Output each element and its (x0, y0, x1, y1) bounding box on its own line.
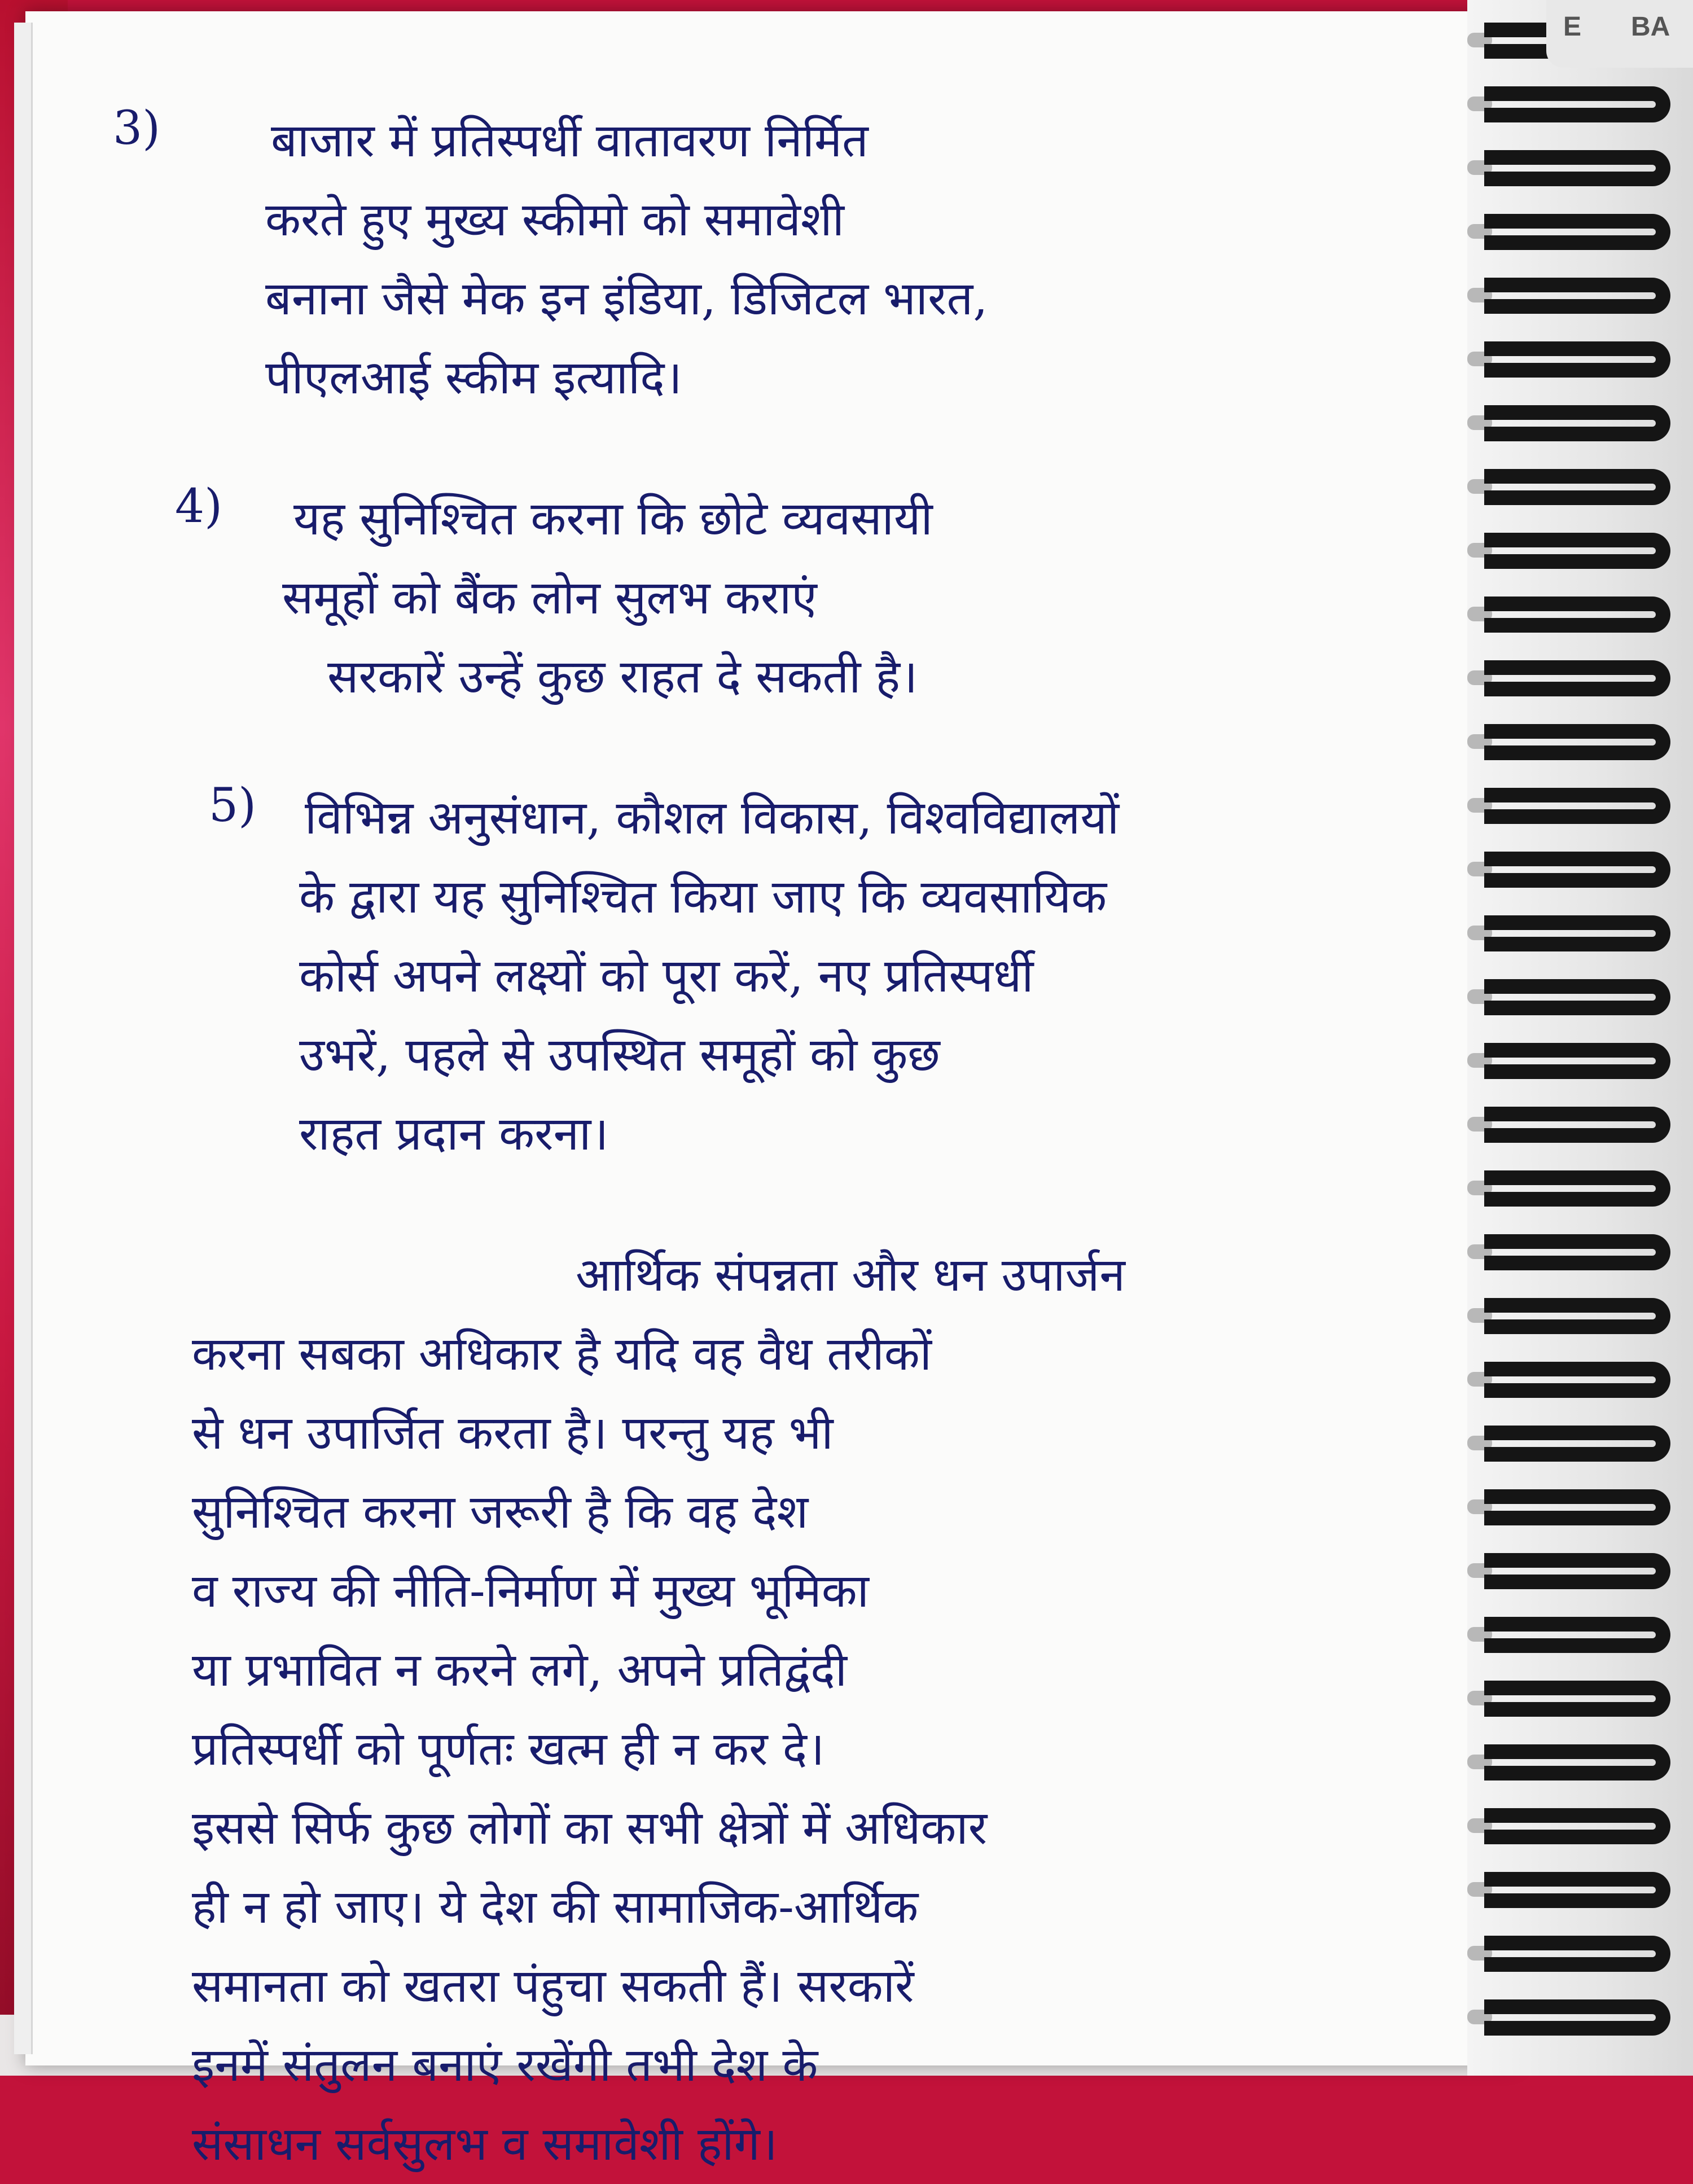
spiral-coil (1484, 1107, 1670, 1143)
item-line: करते हुए मुख्य स्कीमो को समावेशी (265, 193, 844, 247)
spiral-coil (1484, 1170, 1670, 1207)
item-line: विभिन्न अनुसंधान, कौशल विकास, विश्वविद्यालयों (305, 791, 1120, 845)
item-number: 4) (175, 480, 223, 533)
corner-tag-right: BA (1631, 12, 1670, 42)
item-line: उभरें, पहले से उपस्थित समूहों को कुछ (299, 1028, 940, 1082)
spiral-coil (1484, 1298, 1670, 1334)
spiral-coil (1484, 1744, 1670, 1780)
item-line: समूहों को बैंक लोन सुलभ कराएं (282, 571, 817, 625)
spiral-coil (1484, 1808, 1670, 1844)
spiral-coil (1484, 597, 1670, 633)
spiral-coil (1484, 1681, 1670, 1717)
spiral-coil (1484, 1553, 1670, 1589)
spiral-coil (1484, 1936, 1670, 1972)
spiral-coil (1484, 915, 1670, 951)
item-line: बाजार में प्रतिस्पर्धी वातावरण निर्मित (271, 114, 869, 168)
paragraph-line: संसाधन सर्वसुलभ व समावेशी होंगे। (192, 2117, 778, 2171)
spiral-coil (1484, 1234, 1670, 1270)
paragraph-line: इनमें संतुलन बनाएं रखेंगी तभी देश के (192, 2038, 818, 2092)
list-item-3 (113, 102, 1422, 418)
paragraph-line: प्रतिस्पर्धी को पूर्णतः खत्म ही न कर दे। (192, 1722, 825, 1776)
corner-tag-left: E (1563, 12, 1582, 42)
paragraph-line: आर्थिक संपन्नता और धन उपार्जन (576, 1248, 1125, 1302)
page-edge (14, 23, 33, 2054)
paragraph-line: करना सबका अधिकार है यदि वह वैध तरीकों (192, 1327, 932, 1381)
spiral-coil (1484, 278, 1670, 314)
item-line: बनाना जैसे मेक इन इंडिया, डिजिटल भारत, (265, 272, 988, 326)
list-item-5 (113, 779, 1422, 1174)
paragraph-line: या प्रभावित न करने लगे, अपने प्रतिद्वंदी (192, 1643, 847, 1697)
spiral-coil (1484, 1872, 1670, 1908)
item-line: राहत प्रदान करना। (299, 1107, 609, 1161)
paragraph-line: सुनिश्चित करना जरूरी है कि वह देश (192, 1485, 809, 1539)
spiral-coil (1484, 86, 1670, 122)
spiral-coil (1484, 852, 1670, 888)
spiral-coil (1484, 1617, 1670, 1653)
spiral-coil (1484, 660, 1670, 696)
item-line: पीएलआई स्कीम इत्यादि। (265, 351, 682, 405)
spiral-coil (1484, 214, 1670, 250)
item-number: 5) (209, 779, 257, 832)
spiral-coil (1484, 150, 1670, 186)
spiral-coil (1484, 1426, 1670, 1462)
paragraph-line: व राज्य की नीति-निर्माण में मुख्य भूमिका (192, 1564, 869, 1618)
item-line: सरकारें उन्हें कुछ राहत दे सकती है। (327, 650, 918, 704)
spiral-coil (1484, 724, 1670, 760)
paragraph-line: से धन उपार्जित करता है। परन्तु यह भी (192, 1406, 834, 1460)
spiral-coil (1484, 1362, 1670, 1398)
list-item-4 (113, 480, 1422, 717)
spiral-coil (1484, 469, 1670, 505)
spiral-coil (1484, 788, 1670, 824)
spiral-coil (1484, 979, 1670, 1015)
spiral-coil (1484, 341, 1670, 378)
paragraph-line: ही न हो जाए। ये देश की सामाजिक-आर्थिक (192, 1880, 919, 1934)
item-line: कोर्स अपने लक्ष्यों को पूरा करें, नए प्रतिस्पर्धी (299, 949, 1034, 1003)
paragraph-line: समानता को खतरा पंहुचा सकती हैं। सरकारें (192, 1959, 914, 2013)
spiral-coil (1484, 405, 1670, 441)
concluding-paragraph (113, 1236, 1422, 2184)
spiral-coil (1484, 1489, 1670, 1525)
item-line: यह सुनिश्चित करना कि छोटे व्यवसायी (293, 492, 933, 546)
handwritten-content (113, 102, 1422, 2184)
corner-tag (1546, 0, 1693, 68)
item-number: 3) (113, 102, 161, 155)
spiral-coil (1484, 1043, 1670, 1079)
item-line: के द्वारा यह सुनिश्चित किया जाए कि व्यवसायिक (299, 870, 1107, 924)
spiral-coil (1484, 1999, 1670, 2036)
paragraph-line: इससे सिर्फ कुछ लोगों का सभी क्षेत्रों में अधिकार (192, 1801, 988, 1855)
spiral-coil (1484, 533, 1670, 569)
